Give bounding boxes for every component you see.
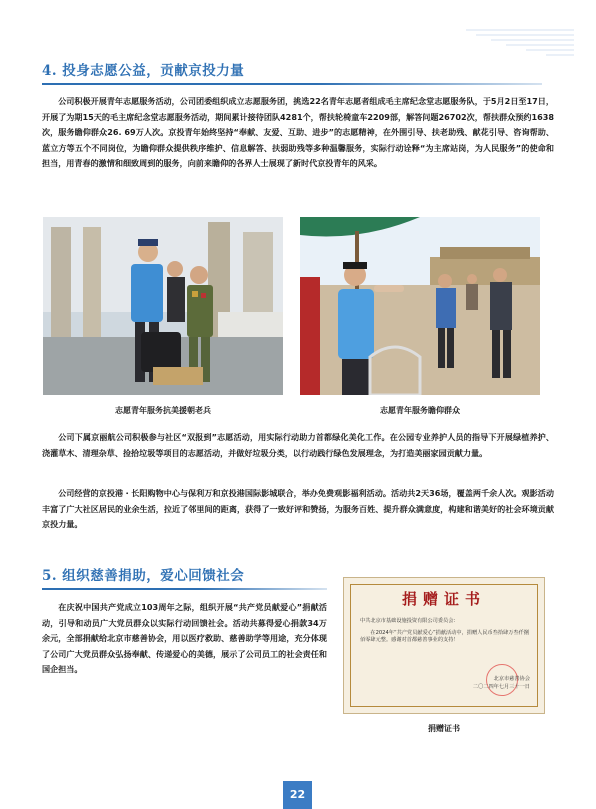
photo-volunteer-veteran xyxy=(43,217,283,395)
section-4-heading xyxy=(42,62,542,85)
certificate-heading: 捐赠证书 xyxy=(401,590,486,608)
page-number: 22 xyxy=(283,781,312,809)
section-4-title: 4. 投身志愿公益，贡献京投力量 xyxy=(42,63,245,79)
section-5-paragraph-1: 在庆祝中国共产党成立103周年之际，组织开展“共产党员献爱心”捐献活动，引导和动员广大党员群众以实际行动回馈社会。活动共募得爱心捐款34万余元，全部捐献给北京市慈善协会，用以医疗救助、慈善助学等用途，充分体现了公司广大党员群众弘扬奉献、传递爱心的美德，展示了公司员工的社会责任和国企担当。 xyxy=(42,602,327,674)
section-5-rule xyxy=(42,588,327,590)
section-4-paragraph-3: 公司经营的京投港・长阳购物中心与保利万和京投港国际影城联合，举办免费观影福利活动。活动共2天36场，覆盖两千余人次。观影活动丰富了广大社区居民的业余生活，拉近了邻里间的距离，获得了一致好评和赞扬，为服务百姓、提升群众满意度，构建和谐美好的社会环境贡献京投力量。 xyxy=(42,488,554,529)
photo-1-caption: 志愿青年服务抗美援朝老兵 xyxy=(115,406,211,415)
certificate-caption: 捐赠证书 xyxy=(428,724,460,733)
header-decoration xyxy=(456,22,576,62)
section-4-paragraph-1: 公司积极开展青年志愿服务活动，公司团委组织成立志愿服务团，挑选22名青年志愿者组成毛主席纪念堂志愿服务队，于5月2日至17日，开展了为期15天的毛主席纪念堂志愿服务活动，期间累计接待团队4281个，帮扶轮椅童车2209部，解答问题26702次，帮扶群众预约1638次，服务瞻仰群众26. 69万人次。京投青年始终坚持“奉献、友爱、互助、进步”的志愿精神，在外围引导、扶老助残、献花引导、咨询帮助、蓝立方等五个不同岗位，为瞻仰群众提供秩序维护、信息解答、扶弱助残等多种温馨服务，实际行动诠释“为主席站岗，为人民服务”的使命和担当，用青春的激情和细致周到的服务，向前来瞻仰的各界人士展现了新时代京投青年的风采。 xyxy=(42,96,554,168)
donation-certificate xyxy=(343,577,545,714)
photo-2-caption: 志愿青年服务瞻仰群众 xyxy=(380,406,460,415)
section-5-title: 5. 组织慈善捐助，爱心回馈社会 xyxy=(42,568,245,584)
certificate-body: 在2024年“共产党员献爱心”捐献活动中，捐赠人民币叁拾肆万叁仟捌佰零肆元整。感谢对首都慈善事业的支持！ xyxy=(360,630,530,643)
section-5-heading xyxy=(42,567,327,590)
certificate-recipient: 中共北京市基础设施投资有限公司委员会： xyxy=(360,618,459,624)
section-4-paragraph-2: 公司下属京丽航公司积极参与社区“双报到”志愿活动，用实际行动助力首都绿化美化工作。在公园专业养护人员的指导下开展绿植养护、浇灌草木、清理杂草、捡拾垃圾等项目的志愿活动，并做好垃圾分类，以行动践行绿色发展理念，为打造美丽家园贡献力量。 xyxy=(42,432,554,458)
photo-volunteer-visitors xyxy=(300,217,540,395)
section-4-rule xyxy=(42,83,542,85)
certificate-date: 二〇二四年七月三十一日 xyxy=(472,684,530,690)
certificate-issuer: 北京市慈善协会 xyxy=(493,676,530,682)
